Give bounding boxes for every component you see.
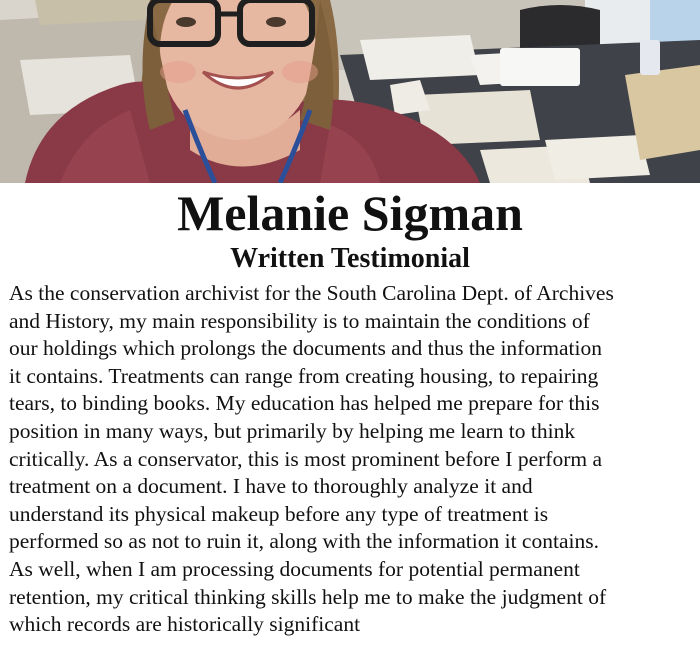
portrait-illustration xyxy=(0,0,700,183)
body-line: treatment on a document. I have to thoroughly analyze it and xyxy=(9,474,533,499)
person-name: Melanie Sigman xyxy=(177,185,523,241)
testimonial-body xyxy=(9,280,695,639)
body-line: critically. As a conservator, this is most prominent before I perform a xyxy=(9,446,603,471)
body-line: our holdings which prolongs the documents and thus the information xyxy=(9,336,602,361)
body-line: understand its physical makeup before any type of treatment is xyxy=(9,501,549,526)
body-line: As the conservation archivist for the South Carolina Dept. of Archives xyxy=(9,281,614,305)
body-line: retention, my critical thinking skills help me to make the judgment of xyxy=(9,584,607,609)
body-line: position in many ways, but primarily by helping me learn to think xyxy=(9,418,576,443)
body-line: which records are historically significant xyxy=(9,612,361,637)
body-line: and History, my main responsibility is to maintain the conditions of xyxy=(9,308,590,333)
body-line: tears, to binding books. My education has helped me prepare for this xyxy=(9,391,600,416)
body-line: performed so as not to ruin it, along with the information it contains. xyxy=(9,529,599,554)
portrait-photo xyxy=(0,0,700,183)
body-line: it contains. Treatments can range from creating housing, to repairing xyxy=(9,363,599,388)
document-subtitle: Written Testimonial xyxy=(230,243,470,274)
body-line: As well, when I am processing documents for potential permanent xyxy=(9,556,580,581)
